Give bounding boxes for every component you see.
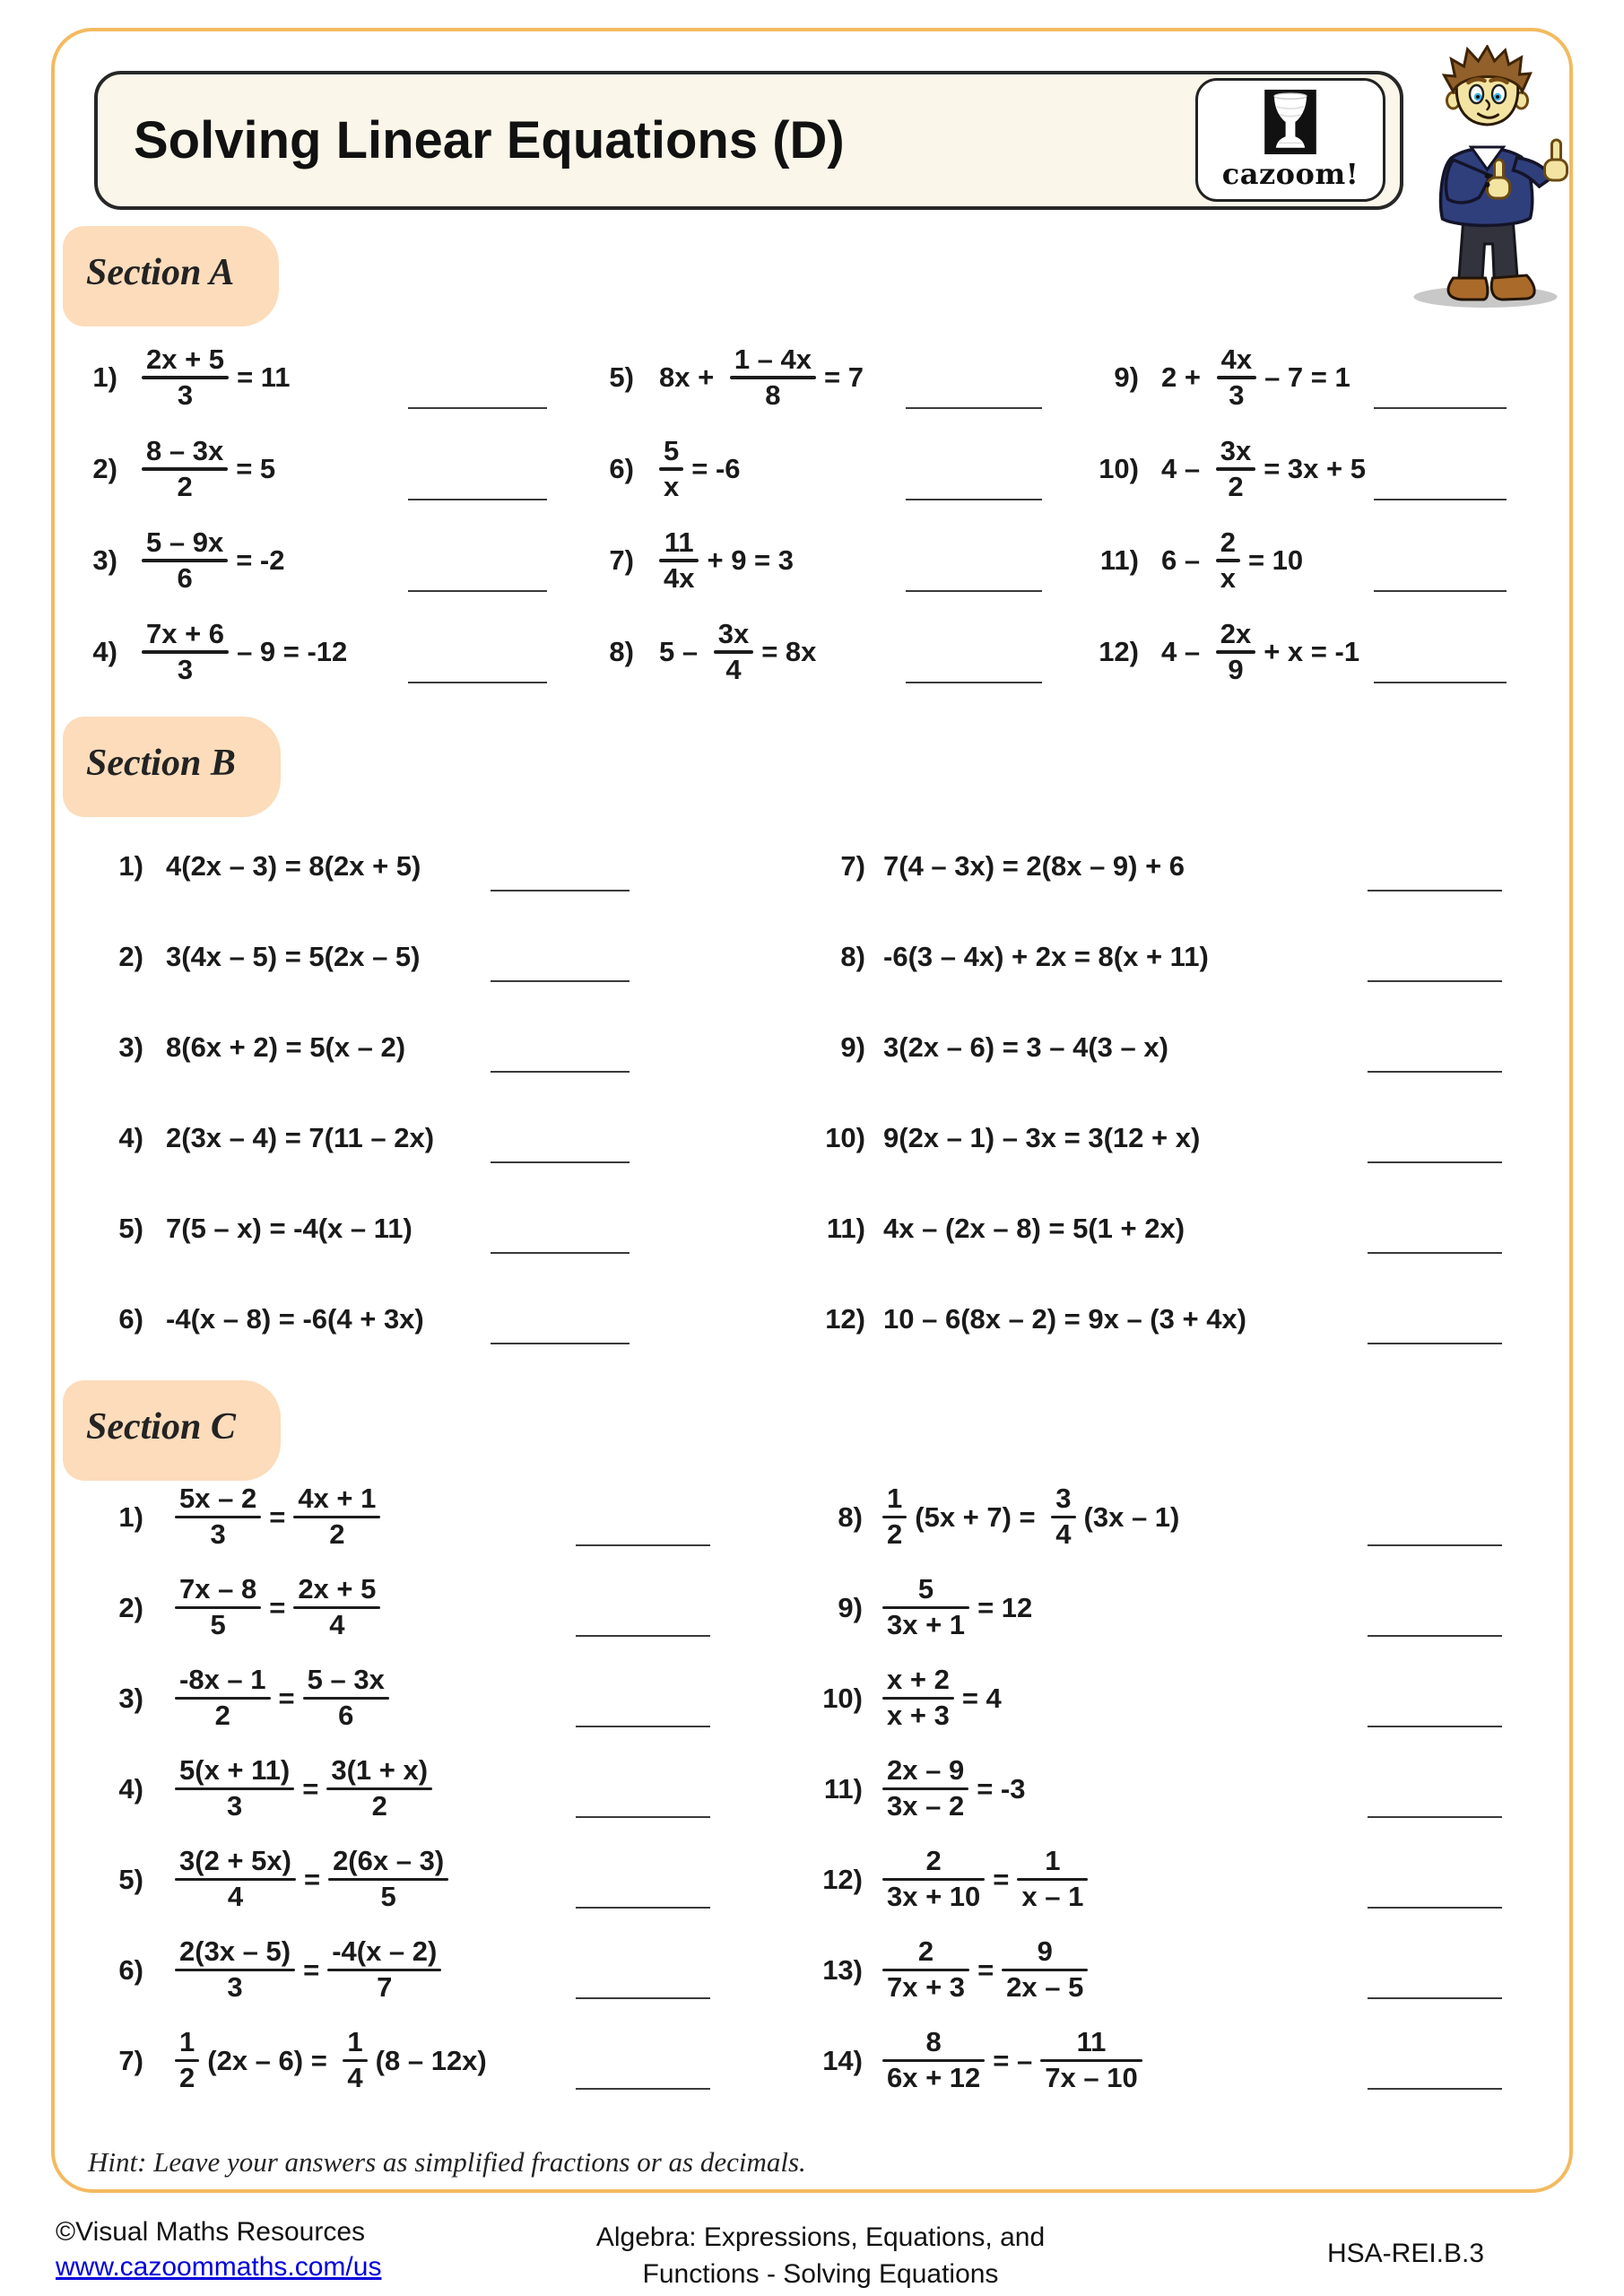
answer-blank[interactable] bbox=[408, 590, 547, 592]
answer-blank[interactable] bbox=[491, 980, 630, 982]
fraction: $\frac{5(x + 11)}{3}$ bbox=[175, 1755, 294, 1822]
equation-text: 4x – (2x – 8) = 5(1 + 2x) bbox=[883, 1212, 1185, 1244]
equation bbox=[1161, 344, 1350, 412]
problems-column bbox=[1072, 332, 1533, 698]
equation-text: = 12 bbox=[977, 1591, 1033, 1623]
problem-number: 5) bbox=[118, 1863, 143, 1895]
equation-text: = 8x bbox=[761, 636, 817, 667]
fraction: $\frac{2}{3x + 10}$ bbox=[882, 1846, 985, 1913]
problem-number: 6) bbox=[118, 1953, 143, 1986]
cazoom-logo-text: cazoom! bbox=[1221, 156, 1359, 191]
fraction: $\frac{1 - 4x}{8}$ bbox=[730, 344, 816, 412]
problem-number: 7) bbox=[118, 2044, 143, 2076]
equation-text: – 7 = 1 bbox=[1264, 361, 1350, 393]
fraction: $\frac{2x}{9}$ bbox=[1216, 619, 1255, 686]
fraction: $\frac{9}{2x - 5}$ bbox=[1002, 1936, 1088, 2004]
problem-number: 12) bbox=[825, 1302, 865, 1335]
problem-number: 10) bbox=[1099, 453, 1139, 484]
problem-row bbox=[578, 606, 1049, 698]
fraction: $\frac{2}{x}$ bbox=[1216, 527, 1240, 595]
equation bbox=[882, 1574, 1032, 1641]
page-title: Solving Linear Equations (D) bbox=[134, 111, 845, 170]
answer-blank[interactable] bbox=[1368, 980, 1502, 982]
equation-text: = 3x + 5 bbox=[1264, 453, 1366, 484]
fraction: $\frac{3(1 + x)}{2}$ bbox=[326, 1755, 432, 1822]
fraction: $\frac{-4(x - 2)}{7}$ bbox=[327, 1936, 441, 2004]
answer-blank[interactable] bbox=[491, 1161, 630, 1163]
fraction: $\frac{7x - 8}{5}$ bbox=[175, 1574, 261, 1641]
cazoom-logo bbox=[1195, 78, 1385, 202]
equation-text: = bbox=[269, 1591, 286, 1623]
fraction: $\frac{8 - 3x}{2}$ bbox=[142, 436, 228, 503]
problem-number: 8) bbox=[840, 940, 865, 972]
fraction: $\frac{5}{3x + 1}$ bbox=[882, 1574, 969, 1641]
equation-text: = 5 bbox=[236, 453, 276, 484]
fraction: $\frac{5 - 3x}{6}$ bbox=[303, 1665, 389, 1732]
equation-text: – 9 = -12 bbox=[237, 636, 348, 667]
fraction: $\frac{2(6x - 3)}{5}$ bbox=[328, 1846, 448, 1913]
answer-blank[interactable] bbox=[1368, 1252, 1502, 1254]
copyright-text: ©Visual Maths Resources bbox=[56, 2217, 366, 2247]
problem-row bbox=[63, 1472, 717, 1562]
problem-row bbox=[63, 1744, 717, 1834]
problem-row bbox=[1072, 515, 1533, 606]
equation bbox=[882, 2027, 1151, 2094]
answer-blank[interactable] bbox=[906, 682, 1042, 683]
problems-column bbox=[63, 332, 547, 698]
problem-row bbox=[63, 1562, 717, 1653]
problem-number: 10) bbox=[825, 1121, 865, 1153]
djembe-drum-icon bbox=[1264, 90, 1316, 154]
answer-blank[interactable] bbox=[1374, 407, 1507, 409]
answer-blank[interactable] bbox=[408, 407, 547, 409]
answer-blank[interactable] bbox=[576, 1997, 710, 1999]
equation bbox=[883, 1213, 1185, 1245]
equation bbox=[175, 1574, 388, 1641]
problem-row bbox=[798, 2015, 1533, 2106]
fraction: $\frac{1}{4}$ bbox=[343, 2027, 367, 2094]
problem-row bbox=[798, 1183, 1533, 1274]
fraction: $\frac{2(3x - 5)}{3}$ bbox=[175, 1936, 295, 2004]
fraction: $\frac{11}{7x - 10}$ bbox=[1040, 2027, 1142, 2094]
fraction: $\frac{2x - 9}{3x - 2}$ bbox=[882, 1755, 968, 1822]
equation-text: = -2 bbox=[236, 544, 285, 576]
fraction: $\frac{5x - 2}{3}$ bbox=[175, 1483, 261, 1551]
problem-row bbox=[1072, 606, 1533, 698]
problems-column bbox=[798, 1472, 1533, 2106]
equation bbox=[882, 1483, 1179, 1551]
equation-text: -4(x – 8) = -6(4 + 3x) bbox=[166, 1302, 424, 1335]
answer-blank[interactable] bbox=[576, 1544, 710, 1546]
equation bbox=[659, 527, 794, 595]
fraction: $\frac{2x + 5}{4}$ bbox=[293, 1574, 380, 1641]
problem-row bbox=[798, 1744, 1533, 1834]
equation bbox=[175, 1846, 456, 1913]
problem-row bbox=[798, 1092, 1533, 1183]
equation-text: = 10 bbox=[1247, 544, 1304, 576]
problem-number: 2) bbox=[118, 1591, 143, 1623]
problem-row bbox=[1072, 332, 1533, 423]
problem-number: 12) bbox=[822, 1863, 863, 1895]
equation bbox=[883, 1122, 1200, 1154]
fraction: $\frac{-8x - 1}{2}$ bbox=[175, 1665, 271, 1732]
problem-number: 3) bbox=[118, 1682, 143, 1714]
equation-text: 3(2x – 6) = 3 – 4(3 – x) bbox=[883, 1031, 1168, 1063]
equation bbox=[175, 1483, 388, 1551]
equation-text: 4 – bbox=[1161, 453, 1208, 484]
problem-number: 7) bbox=[609, 544, 634, 576]
problem-number: 5) bbox=[118, 1212, 143, 1244]
answer-blank[interactable] bbox=[906, 590, 1042, 592]
problem-number: 1) bbox=[92, 361, 117, 393]
equation-text: 9(2x – 1) – 3x = 3(12 + x) bbox=[883, 1121, 1201, 1153]
fraction: $\frac{2}{7x + 3}$ bbox=[882, 1936, 969, 2004]
answer-blank[interactable] bbox=[491, 1071, 630, 1073]
standard-code: HSA-REI.B.3 bbox=[1327, 2239, 1485, 2268]
problem-number: 6) bbox=[118, 1302, 143, 1335]
problem-number: 11) bbox=[1099, 544, 1139, 576]
equation-text: 7(5 – x) = -4(x – 11) bbox=[166, 1212, 413, 1244]
fraction: $\frac{3x}{4}$ bbox=[714, 619, 753, 686]
answer-blank[interactable] bbox=[1368, 890, 1502, 891]
problem-row bbox=[798, 1834, 1533, 1925]
answer-blank[interactable] bbox=[408, 499, 547, 500]
section-c-header: Section C bbox=[63, 1380, 281, 1481]
fraction: $\frac{4x}{3}$ bbox=[1217, 344, 1256, 412]
answer-blank[interactable] bbox=[1368, 1907, 1502, 1909]
problem-row bbox=[63, 1834, 717, 1925]
problem-number: 9) bbox=[838, 1591, 863, 1623]
equation bbox=[166, 1122, 434, 1154]
fraction: $\frac{11}{4x}$ bbox=[659, 527, 699, 595]
equation-text: = bbox=[278, 1682, 295, 1714]
equation bbox=[659, 436, 741, 503]
answer-blank[interactable] bbox=[491, 890, 630, 891]
problem-row bbox=[798, 1472, 1533, 1562]
answer-blank[interactable] bbox=[1368, 2088, 1502, 2090]
equation-text: 3(4x – 5) = 5(2x – 5) bbox=[166, 940, 421, 972]
problem-number: 4) bbox=[118, 1772, 143, 1805]
equation-text: = bbox=[303, 1863, 321, 1895]
equation-text: 6 – bbox=[1161, 544, 1208, 576]
problem-number: 13) bbox=[822, 1953, 863, 1986]
subject-text bbox=[583, 2219, 1058, 2293]
fraction: $\frac{3x}{2}$ bbox=[1216, 436, 1255, 503]
boy-thumbs-up-character bbox=[1392, 45, 1585, 314]
problem-number: 11) bbox=[823, 1772, 863, 1805]
problem-number: 11) bbox=[826, 1212, 865, 1244]
answer-blank[interactable] bbox=[906, 407, 1042, 409]
section-b-header: Section B bbox=[63, 717, 281, 817]
equation bbox=[882, 1665, 1002, 1732]
equation-text: 7(4 – 3x) = 2(8x – 9) + 6 bbox=[883, 849, 1185, 882]
problem-row bbox=[63, 606, 547, 698]
equation bbox=[1161, 527, 1303, 595]
equation bbox=[1161, 436, 1366, 503]
fraction: $\frac{1}{x - 1}$ bbox=[1017, 1846, 1088, 1913]
problem-number: 14) bbox=[822, 2044, 863, 2076]
problem-row bbox=[63, 821, 717, 911]
equation-text: = – bbox=[993, 2044, 1033, 2076]
problem-row bbox=[63, 1002, 717, 1092]
problem-row bbox=[63, 1274, 717, 1364]
equation-text: (3x – 1) bbox=[1083, 1500, 1180, 1533]
problem-number: 2) bbox=[92, 453, 117, 484]
equation-text: = bbox=[977, 1953, 994, 1986]
fraction: $\frac{2x + 5}{3}$ bbox=[142, 344, 229, 412]
problem-row bbox=[63, 911, 717, 1002]
answer-blank[interactable] bbox=[576, 1816, 710, 1818]
fraction: $\frac{5}{x}$ bbox=[659, 436, 683, 503]
answer-blank[interactable] bbox=[1368, 1161, 1502, 1163]
equation bbox=[882, 1936, 1096, 2004]
problem-row bbox=[63, 515, 547, 606]
problem-row bbox=[63, 1925, 717, 2015]
fraction: $\frac{4x + 1}{2}$ bbox=[293, 1483, 380, 1551]
problems-column bbox=[798, 821, 1533, 1364]
answer-blank[interactable] bbox=[1368, 1544, 1502, 1546]
answer-blank[interactable] bbox=[1374, 682, 1507, 683]
equation bbox=[659, 344, 864, 412]
equation-text: + x = -1 bbox=[1264, 636, 1360, 667]
subject-line-2: Functions - Solving Equations bbox=[642, 2259, 999, 2290]
problem-number: 1) bbox=[118, 1500, 143, 1533]
equation-text: 2 + bbox=[1161, 361, 1209, 393]
equation-text: 4(2x – 3) = 8(2x + 5) bbox=[166, 849, 421, 882]
subject-line-1: Algebra: Expressions, Equations, and bbox=[595, 2222, 1046, 2252]
equation bbox=[883, 1031, 1168, 1064]
problem-number: 7) bbox=[840, 849, 865, 882]
equation bbox=[142, 344, 291, 412]
equation-text: = -3 bbox=[977, 1772, 1026, 1805]
problem-row bbox=[798, 1002, 1533, 1092]
equation bbox=[175, 2027, 487, 2094]
answer-blank[interactable] bbox=[1374, 499, 1507, 500]
equation-text: = 7 bbox=[824, 361, 864, 393]
answer-blank[interactable] bbox=[1374, 590, 1507, 592]
problems-column bbox=[63, 1472, 717, 2106]
problem-number: 9) bbox=[1114, 361, 1139, 393]
equation bbox=[175, 1755, 440, 1822]
equation bbox=[166, 1303, 424, 1335]
equation-text: = 11 bbox=[237, 361, 291, 393]
problem-row bbox=[63, 332, 547, 423]
equation-text: -6(3 – 4x) + 2x = 8(x + 11) bbox=[883, 940, 1209, 972]
answer-blank[interactable] bbox=[491, 1343, 630, 1344]
equation bbox=[659, 619, 816, 686]
equation-text: 4 – bbox=[1161, 636, 1208, 667]
equation-text: + 9 = 3 bbox=[707, 544, 795, 576]
fraction: $\frac{x + 2}{x + 3}$ bbox=[882, 1665, 954, 1732]
problem-number: 12) bbox=[1099, 636, 1139, 667]
equation-text: (5x + 7) = bbox=[915, 1500, 1044, 1533]
answer-blank[interactable] bbox=[906, 499, 1042, 500]
problem-row bbox=[578, 515, 1049, 606]
problem-row bbox=[798, 1925, 1533, 2015]
title-banner bbox=[94, 71, 1403, 210]
equation-text: 10 – 6(8x – 2) = 9x – (3 + 4x) bbox=[883, 1302, 1246, 1335]
equation-text: 2(3x – 4) = 7(11 – 2x) bbox=[166, 1121, 435, 1153]
equation-text: (8 – 12x) bbox=[375, 2044, 487, 2076]
problem-row bbox=[63, 1653, 717, 1744]
equation-text: (2x – 6) = bbox=[207, 2044, 335, 2076]
problem-row bbox=[798, 1562, 1533, 1653]
equation-text: 8(6x + 2) = 5(x – 2) bbox=[166, 1031, 406, 1063]
problems-column bbox=[578, 332, 1049, 698]
fraction: $\frac{5 - 9x}{6}$ bbox=[142, 527, 228, 595]
equation-text: = bbox=[303, 1953, 320, 1986]
problem-row bbox=[1072, 423, 1533, 515]
equation-text: = 4 bbox=[961, 1682, 1002, 1714]
problem-row bbox=[63, 423, 547, 515]
problem-number: 9) bbox=[840, 1031, 865, 1063]
equation bbox=[175, 1665, 397, 1732]
website-link[interactable]: www.cazoommaths.com/us bbox=[56, 2252, 382, 2282]
problem-row bbox=[578, 332, 1049, 423]
equation-text: = bbox=[269, 1500, 286, 1533]
answer-blank[interactable] bbox=[1368, 1816, 1502, 1818]
problem-row bbox=[798, 911, 1533, 1002]
answer-blank[interactable] bbox=[576, 1726, 710, 1727]
equation bbox=[166, 1031, 405, 1064]
problem-row bbox=[798, 1653, 1533, 1744]
fraction: $\frac{8}{6x + 12}$ bbox=[882, 2027, 985, 2094]
equation bbox=[883, 850, 1185, 883]
answer-blank[interactable] bbox=[1368, 1635, 1502, 1637]
problem-number: 3) bbox=[92, 544, 117, 576]
problem-number: 4) bbox=[92, 636, 117, 667]
equation bbox=[142, 527, 284, 595]
equation bbox=[1161, 619, 1359, 686]
problem-row bbox=[798, 821, 1533, 911]
problem-row bbox=[63, 1092, 717, 1183]
answer-blank[interactable] bbox=[408, 682, 547, 683]
equation bbox=[166, 1213, 413, 1245]
equation bbox=[142, 619, 347, 686]
answer-blank[interactable] bbox=[576, 2088, 710, 2090]
answer-blank[interactable] bbox=[1368, 1997, 1502, 1999]
fraction: $\frac{1}{2}$ bbox=[882, 1483, 907, 1551]
problem-row bbox=[63, 1183, 717, 1274]
equation bbox=[142, 436, 275, 503]
section-a-header: Section A bbox=[63, 226, 279, 326]
equation-text: = bbox=[993, 1863, 1010, 1895]
problem-number: 6) bbox=[609, 453, 634, 484]
equation-text: = bbox=[302, 1772, 319, 1805]
problem-number: 5) bbox=[609, 361, 634, 393]
equation bbox=[166, 941, 420, 973]
equation bbox=[175, 1936, 449, 2004]
equation bbox=[166, 850, 421, 883]
fraction: $\frac{7x + 6}{3}$ bbox=[142, 619, 229, 686]
equation bbox=[883, 1303, 1246, 1335]
fraction: $\frac{3}{4}$ bbox=[1051, 1483, 1075, 1551]
equation bbox=[883, 941, 1209, 973]
answer-blank[interactable] bbox=[1368, 1071, 1502, 1073]
problem-row bbox=[63, 2015, 717, 2106]
problem-number: 1) bbox=[118, 849, 143, 882]
problem-number: 8) bbox=[609, 636, 634, 667]
answer-blank[interactable] bbox=[1368, 1343, 1502, 1344]
problem-number: 10) bbox=[822, 1682, 863, 1714]
equation-text: 8x + bbox=[659, 361, 722, 393]
fraction: $\frac{3(2 + 5x)}{4}$ bbox=[175, 1846, 296, 1913]
problem-number: 4) bbox=[118, 1121, 143, 1153]
equation bbox=[882, 1755, 1025, 1822]
equation-text: = -6 bbox=[691, 453, 741, 484]
hint-text: Hint: Leave your answers as simplified fractions or as decimals. bbox=[88, 2146, 806, 2178]
problem-row bbox=[798, 1274, 1533, 1364]
problem-number: 3) bbox=[118, 1031, 143, 1063]
equation bbox=[882, 1846, 1096, 1913]
fraction: $\frac{1}{2}$ bbox=[175, 2027, 199, 2094]
problem-number: 8) bbox=[838, 1500, 863, 1533]
answer-blank[interactable] bbox=[1368, 1726, 1502, 1727]
answer-blank[interactable] bbox=[491, 1252, 630, 1254]
problems-column bbox=[63, 821, 717, 1364]
problem-row bbox=[578, 423, 1049, 515]
equation-text: 5 – bbox=[659, 636, 706, 667]
answer-blank[interactable] bbox=[576, 1635, 710, 1637]
answer-blank[interactable] bbox=[576, 1907, 710, 1909]
problem-number: 2) bbox=[118, 940, 143, 972]
